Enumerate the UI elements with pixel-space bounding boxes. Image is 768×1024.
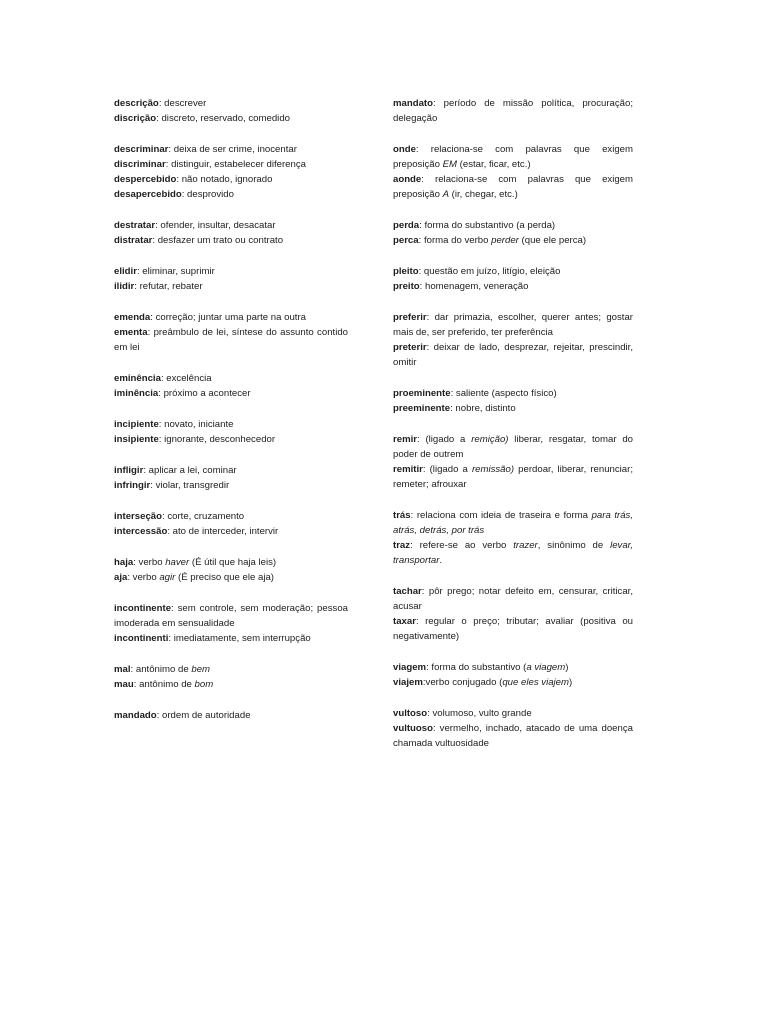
entry-term: remir: [393, 434, 417, 445]
word-pair-group: [393, 706, 633, 751]
entry-term: viajem: [393, 677, 423, 688]
entry-definition: : relaciona-se com palavras que exigem preposição: [393, 174, 633, 200]
entry-definition: : violar, transgredir: [150, 480, 230, 491]
entry-definition: : homenagem, veneração: [419, 281, 529, 292]
entry-term: taxar: [393, 616, 416, 627]
glossary-entry: [393, 142, 633, 172]
glossary-entry: [393, 96, 633, 126]
entry-term: infringir: [114, 480, 151, 491]
word-pair-group: [393, 96, 633, 126]
entry-example: para trás, atrás, detrás, por trás: [393, 510, 633, 536]
word-pair-group: [393, 660, 633, 690]
entry-term: incontinente: [114, 603, 172, 614]
entry-example: remição): [471, 434, 509, 445]
entry-term: ementa: [114, 327, 148, 338]
entry-term: mandado: [114, 710, 157, 721]
glossary-entry: [393, 279, 633, 294]
entry-term: pleito: [393, 266, 419, 277]
entry-example: bom: [194, 679, 214, 690]
glossary-entry: [393, 706, 633, 721]
glossary-entry: [393, 386, 633, 401]
entry-example: a viagem: [526, 662, 566, 673]
entry-definition: : nobre, distinto: [450, 403, 516, 414]
glossary-entry: [114, 631, 348, 646]
glossary-entry: [114, 432, 348, 447]
entry-term: desapercebido: [114, 189, 182, 200]
entry-definition: : discreto, reservado, comedido: [156, 113, 290, 124]
entry-definition: .: [439, 555, 443, 566]
entry-definition: : refere-se ao verbo: [410, 540, 514, 551]
entry-term: traz: [393, 540, 411, 551]
word-pair-group: [114, 96, 348, 126]
entry-term: preeminente: [393, 403, 451, 414]
entry-term: mandato: [393, 98, 433, 109]
entry-term: trás: [393, 510, 411, 521]
entry-definition: : questão em juízo, litígio, eleição: [418, 266, 561, 277]
entry-definition: : regular o preço; tributar; avaliar (positiva ou negativamente): [393, 616, 633, 642]
entry-definition: : correção; juntar uma parte na outra: [150, 312, 306, 323]
entry-term: mau: [114, 679, 134, 690]
entry-term: descrição: [114, 98, 159, 109]
glossary-entry: [114, 524, 348, 539]
word-pair-group: [393, 310, 633, 370]
glossary-entry: [114, 172, 348, 187]
entry-term: incontinenti: [114, 633, 169, 644]
entry-term: interseção: [114, 511, 162, 522]
entry-definition: ): [569, 677, 573, 688]
glossary-entry: [114, 157, 348, 172]
glossary-entry: [393, 233, 633, 248]
entry-term: vultoso: [393, 708, 428, 719]
glossary-entry: [114, 677, 348, 692]
entry-definition: : saliente (aspecto físico): [450, 388, 557, 399]
entry-term: infligir: [114, 465, 144, 476]
left-column: [114, 96, 348, 739]
glossary-entry: [393, 614, 633, 644]
glossary-entry: [114, 310, 348, 325]
entry-definition: : (ligado a: [422, 464, 472, 475]
glossary-entry: [393, 584, 633, 614]
word-pair-group: [114, 509, 348, 539]
glossary-entry: [114, 96, 348, 111]
word-pair-group: [393, 584, 633, 644]
entry-definition: : dar primazia, escolher, querer antes; gostar mais de, ser preferido, ter preferência: [393, 312, 633, 338]
entry-term: distratar: [114, 235, 153, 246]
entry-definition: perdoar, liberar, renunciar; remeter; afrouxar: [393, 464, 633, 490]
glossary-entry: [114, 218, 348, 233]
word-pair-group: [114, 555, 348, 585]
entry-definition: :verbo conjugado (: [422, 677, 503, 688]
entry-example: remissão): [471, 464, 515, 475]
entry-term: ilidir: [114, 281, 135, 292]
entry-example: que eles viajem: [502, 677, 570, 688]
entry-term: eminência: [114, 373, 161, 384]
word-pair-group: [114, 417, 348, 447]
entry-definition: : forma do verbo: [418, 235, 492, 246]
entry-definition: : desprovido: [181, 189, 234, 200]
glossary-entry: [114, 662, 348, 677]
glossary-entry: [114, 478, 348, 493]
entry-definition: (É útil que haja leis): [189, 557, 277, 568]
word-pair-group: [114, 463, 348, 493]
entry-example: agir: [159, 572, 176, 583]
entry-example: trazer: [513, 540, 538, 551]
glossary-entry: [114, 371, 348, 386]
entry-term: elidir: [114, 266, 137, 277]
glossary-entry: [393, 401, 633, 416]
entry-term: intercessão: [114, 526, 168, 537]
entry-term: proeminente: [393, 388, 451, 399]
entry-term: tachar: [393, 586, 422, 597]
entry-definition: : forma do substantivo (a perda): [419, 220, 556, 231]
glossary-entry: [114, 601, 348, 631]
word-pair-group: [393, 264, 633, 294]
entry-example: perder: [491, 235, 519, 246]
glossary-entry: [393, 462, 633, 492]
word-pair-group: [114, 601, 348, 646]
entry-definition: ): [565, 662, 569, 673]
word-pair-group: [114, 310, 348, 355]
entry-term: destratar: [114, 220, 156, 231]
glossary-entry: [114, 111, 348, 126]
glossary-entry: [393, 675, 633, 690]
word-pair-group: [393, 142, 633, 202]
glossary-entry: [393, 660, 633, 675]
entry-example: EM: [442, 159, 457, 170]
entry-definition: : ato de interceder, intervir: [167, 526, 279, 537]
entry-definition: : próximo a acontecer: [158, 388, 251, 399]
entry-definition: : novato, iniciante: [158, 419, 234, 430]
entry-definition: : antônimo de: [133, 679, 195, 690]
word-pair-group: [114, 142, 348, 202]
entry-definition: : (ligado a: [417, 434, 472, 445]
entry-definition: : desfazer um trato ou contrato: [152, 235, 284, 246]
entry-term: perda: [393, 220, 420, 231]
entry-example: A: [442, 189, 450, 200]
entry-term: emenda: [114, 312, 151, 323]
entry-definition: : deixar de lado, desprezar, rejeitar, prescindir, omitir: [393, 342, 633, 368]
glossary-entry: [393, 310, 633, 340]
word-pair-group: [114, 218, 348, 248]
entry-definition: : aplicar a lei, cominar: [143, 465, 237, 476]
entry-definition: : verbo: [127, 572, 160, 583]
word-pair-group: [393, 218, 633, 248]
word-pair-group: [393, 386, 633, 416]
entry-definition: : eliminar, suprimir: [136, 266, 215, 277]
entry-term: discriminar: [114, 159, 166, 170]
entry-definition: (É preciso que ele aja): [175, 572, 274, 583]
word-pair-group: [393, 508, 633, 568]
entry-definition: (estar, ficar, etc.): [457, 159, 531, 170]
glossary-entry: [393, 340, 633, 370]
entry-definition: : descrever: [158, 98, 207, 109]
entry-definition: : sem controle, sem moderação; pessoa imoderada em sensualidade: [114, 603, 348, 629]
entry-example: levar, transportar: [393, 540, 633, 566]
entry-definition: : refutar, rebater: [134, 281, 203, 292]
word-pair-group: [114, 708, 348, 723]
glossary-entry: [114, 555, 348, 570]
entry-term: incipiente: [114, 419, 159, 430]
entry-term: onde: [393, 144, 416, 155]
entry-term: preferir: [393, 312, 427, 323]
word-pair-group: [114, 662, 348, 692]
entry-term: remitir: [393, 464, 423, 475]
glossary-entry: [114, 708, 348, 723]
entry-term: preito: [393, 281, 420, 292]
word-pair-group: [114, 371, 348, 401]
entry-definition: : forma do substantivo (: [426, 662, 527, 673]
entry-definition: : excelência: [160, 373, 212, 384]
entry-definition: : relaciona com ideia de traseira e forma: [410, 510, 592, 521]
entry-definition: : distinguir, estabelecer diferença: [165, 159, 306, 170]
entry-definition: : ordem de autoridade: [156, 710, 251, 721]
entry-example: haver: [165, 557, 190, 568]
right-column: [393, 96, 633, 767]
entry-definition: : corte, cruzamento: [162, 511, 245, 522]
glossary-entry: [393, 721, 633, 751]
glossary-entry: [393, 264, 633, 279]
glossary-entry: [114, 264, 348, 279]
glossary-entry: [114, 570, 348, 585]
glossary-entry: [114, 417, 348, 432]
glossary-entry: [114, 187, 348, 202]
entry-term: aja: [114, 572, 128, 583]
entry-definition: : não notado, ignorado: [176, 174, 273, 185]
entry-definition: , sinônimo de: [537, 540, 611, 551]
entry-definition: : pôr prego; notar defeito em, censurar, criticar, acusar: [393, 586, 633, 612]
word-pair-group: [114, 264, 348, 294]
entry-term: despercebido: [114, 174, 177, 185]
entry-definition: : imediatamente, sem interrupção: [168, 633, 311, 644]
entry-term: haja: [114, 557, 134, 568]
glossary-entry: [114, 463, 348, 478]
entry-term: perca: [393, 235, 419, 246]
glossary-entry: [114, 386, 348, 401]
entry-definition: : volumoso, vulto grande: [427, 708, 532, 719]
entry-definition: : vermelho, inchado, atacado de uma doença chamada vultuosidade: [393, 723, 633, 749]
glossary-entry: [114, 233, 348, 248]
entry-definition: : ignorante, desconhecedor: [158, 434, 276, 445]
entry-term: discrição: [114, 113, 157, 124]
entry-term: preterir: [393, 342, 427, 353]
entry-term: mal: [114, 664, 131, 675]
glossary-entry: [114, 325, 348, 355]
entry-term: descriminar: [114, 144, 169, 155]
entry-example: bem: [191, 664, 211, 675]
entry-term: insipiente: [114, 434, 159, 445]
glossary-entry: [393, 432, 633, 462]
glossary-entry: [393, 508, 633, 538]
word-pair-group: [393, 432, 633, 492]
entry-definition: liberar, resgatar, tomar do poder de outrem: [393, 434, 633, 460]
glossary-entry: [114, 279, 348, 294]
glossary-entry: [114, 142, 348, 157]
entry-definition: : relaciona-se com palavras que exigem preposição: [393, 144, 633, 170]
entry-term: viagem: [393, 662, 427, 673]
entry-definition: : deixa de ser crime, inocentar: [168, 144, 297, 155]
entry-term: iminência: [114, 388, 159, 399]
entry-definition: : ofender, insultar, desacatar: [155, 220, 276, 231]
entry-term: vultuoso: [393, 723, 433, 734]
entry-definition: : preâmbulo de lei, síntese do assunto contido em lei: [114, 327, 348, 353]
entry-definition: : período de missão política, procuração; delegação: [393, 98, 633, 124]
glossary-entry: [393, 538, 633, 568]
entry-definition: (ir, chegar, etc.): [449, 189, 518, 200]
glossary-entry: [393, 172, 633, 202]
entry-definition: (que ele perca): [518, 235, 587, 246]
glossary-entry: [393, 218, 633, 233]
entry-definition: : antônimo de: [130, 664, 192, 675]
glossary-entry: [114, 509, 348, 524]
entry-definition: : verbo: [133, 557, 166, 568]
entry-term: aonde: [393, 174, 422, 185]
